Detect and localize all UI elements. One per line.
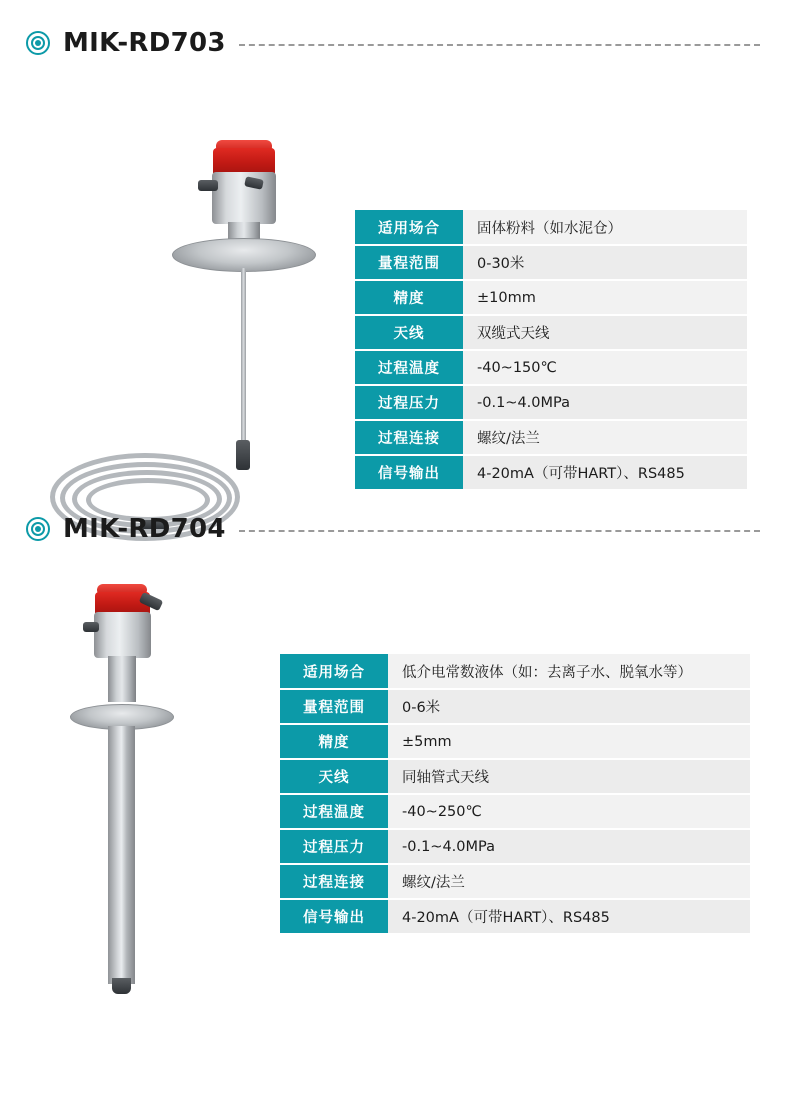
table-row (355, 350, 747, 385)
spec-value: -40~150℃ (463, 350, 747, 385)
table-row (280, 654, 750, 689)
target-icon (26, 517, 50, 541)
spec-value: -0.1~4.0MPa (463, 385, 747, 420)
table-row (280, 759, 750, 794)
spec-value: 固体粉料（如水泥仓） (463, 210, 747, 245)
spec-value: 0-6米 (388, 689, 750, 724)
spec-key: 过程温度 (280, 794, 388, 829)
table-row (280, 864, 750, 899)
spec-key: 过程温度 (355, 350, 463, 385)
spec-value: -0.1~4.0MPa (388, 829, 750, 864)
spec-value: 螺纹/法兰 (463, 420, 747, 455)
table-row (355, 315, 747, 350)
spec-key: 适用场合 (355, 210, 463, 245)
device-port-left (198, 180, 218, 191)
spec-value: 4-20mA（可带HART）、RS485 (463, 455, 747, 490)
table-row (355, 385, 747, 420)
product-block-rd703 (0, 0, 790, 508)
section-header-rd703 (0, 28, 790, 58)
spec-value: 0-30米 (463, 245, 747, 280)
device-cap (213, 148, 275, 174)
spec-key: 信号输出 (355, 455, 463, 490)
table-row (355, 455, 747, 490)
device-cable-hanging (241, 268, 246, 463)
spec-key: 精度 (355, 280, 463, 315)
spec-value: 同轴管式天线 (388, 759, 750, 794)
spec-table-wrap-rd704 (280, 654, 750, 935)
device-housing (94, 612, 151, 658)
spec-key: 过程压力 (280, 829, 388, 864)
spec-key: 适用场合 (280, 654, 388, 689)
spec-table-rd703 (355, 210, 747, 491)
spec-key: 过程连接 (280, 864, 388, 899)
spec-key: 信号输出 (280, 899, 388, 934)
spec-value: ±5mm (388, 724, 750, 759)
spec-key: 量程范围 (280, 689, 388, 724)
product-body-rd704 (0, 554, 790, 1014)
device-flange (172, 238, 316, 272)
table-row (355, 245, 747, 280)
device-port-left (83, 622, 99, 632)
product-image-rd704 (0, 554, 280, 1014)
table-row (355, 280, 747, 315)
spec-key: 天线 (355, 315, 463, 350)
table-row (280, 689, 750, 724)
product-body-rd703 (0, 68, 790, 508)
spec-key: 过程压力 (355, 385, 463, 420)
device-housing (212, 172, 276, 224)
page-title-rd703: MIK-RD703 (63, 28, 226, 58)
spec-value: -40~250℃ (388, 794, 750, 829)
spec-value: 螺纹/法兰 (388, 864, 750, 899)
table-row (355, 420, 747, 455)
table-row (280, 794, 750, 829)
spec-key: 过程连接 (355, 420, 463, 455)
target-icon (26, 31, 50, 55)
spec-key: 量程范围 (355, 245, 463, 280)
product-image-rd703 (0, 68, 355, 508)
spec-value: 4-20mA（可带HART）、RS485 (388, 899, 750, 934)
spec-key: 精度 (280, 724, 388, 759)
spec-table-rd704 (280, 654, 750, 935)
divider-dashed (239, 44, 760, 46)
spec-value: 双缆式天线 (463, 315, 747, 350)
table-row (280, 899, 750, 934)
section-header-rd704 (0, 514, 790, 544)
device-coaxial-tube (108, 726, 135, 984)
divider-dashed (239, 530, 760, 532)
device-neck (108, 656, 136, 702)
device-cable-weight (236, 440, 250, 470)
page-title-rd704: MIK-RD704 (63, 514, 226, 544)
spec-key: 天线 (280, 759, 388, 794)
table-row (280, 829, 750, 864)
product-block-rd704 (0, 514, 790, 1014)
table-row (280, 724, 750, 759)
table-row (355, 210, 747, 245)
spec-table-wrap-rd703 (355, 210, 747, 491)
spec-value: 低介电常数液体（如：去离子水、脱氧水等） (388, 654, 750, 689)
device-tube-tip (112, 978, 131, 994)
spec-value: ±10mm (463, 280, 747, 315)
